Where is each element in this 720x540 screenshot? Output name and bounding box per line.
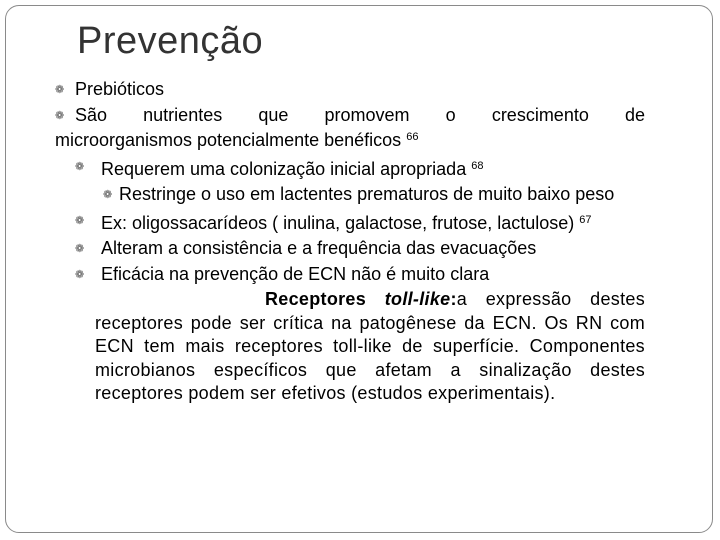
paragraph-bold-lead: Receptores bbox=[265, 289, 385, 309]
bullet-eficacia bbox=[55, 263, 645, 286]
reference-number: 66 bbox=[406, 131, 419, 143]
bullet-icon: ❁ bbox=[75, 160, 85, 173]
bullet-text-line1: São nutrientes que promovem o crescimento de bbox=[75, 104, 645, 125]
bullet-icon: ❁ bbox=[75, 268, 85, 281]
bullet-icon: ❁ bbox=[103, 189, 113, 201]
slide-content bbox=[55, 78, 645, 406]
bullet-icon: ❁ bbox=[75, 214, 85, 227]
bullet-sao bbox=[55, 104, 645, 152]
bullet-prebioticos bbox=[55, 78, 645, 101]
bullet-text: Prebióticos bbox=[75, 79, 165, 99]
bullet-alteram bbox=[55, 237, 645, 260]
slide-title: Prevenção bbox=[77, 20, 264, 62]
bullet-icon: ❁ bbox=[55, 84, 65, 96]
bullet-text: Alteram a consistência e a frequência das evacuações bbox=[101, 238, 537, 258]
bullet-text-line2-body: microorganismos potencialmente benéficos bbox=[55, 130, 402, 150]
bullet-text: Restringe o uso em lactentes prematuros de muito baixo peso bbox=[119, 184, 615, 204]
bullet-requerem bbox=[55, 155, 645, 181]
paragraph-bold-italic: toll-like bbox=[384, 289, 451, 309]
bullet-ex bbox=[55, 209, 645, 235]
reference-number: 67 bbox=[579, 213, 592, 226]
bullet-icon: ❁ bbox=[55, 109, 65, 122]
bullet-icon: ❁ bbox=[75, 243, 85, 255]
paragraph-colon: : bbox=[450, 289, 457, 309]
receptores-paragraph bbox=[55, 288, 645, 406]
bullet-restringe bbox=[55, 183, 645, 206]
bullet-text-line2 bbox=[55, 126, 645, 152]
paragraph-body: a expressão destes receptores pode ser crítica na patogênese da ECN. Os RN com ECN tem mais receptores toll-like de superfície. Componentes microbianos específicos que afetam a sinalização destes receptores podem ser efetivos (estudos experimentais). bbox=[95, 289, 646, 403]
bullet-text: Requerem uma colonização inicial apropriada bbox=[101, 158, 467, 179]
bullet-text: Ex: oligossacarídeos ( inulina, galactose, frutose, lactulose) bbox=[101, 212, 575, 233]
reference-number: 68 bbox=[471, 159, 484, 172]
bullet-text: Eficácia na prevenção de ECN não é muito clara bbox=[101, 263, 490, 284]
